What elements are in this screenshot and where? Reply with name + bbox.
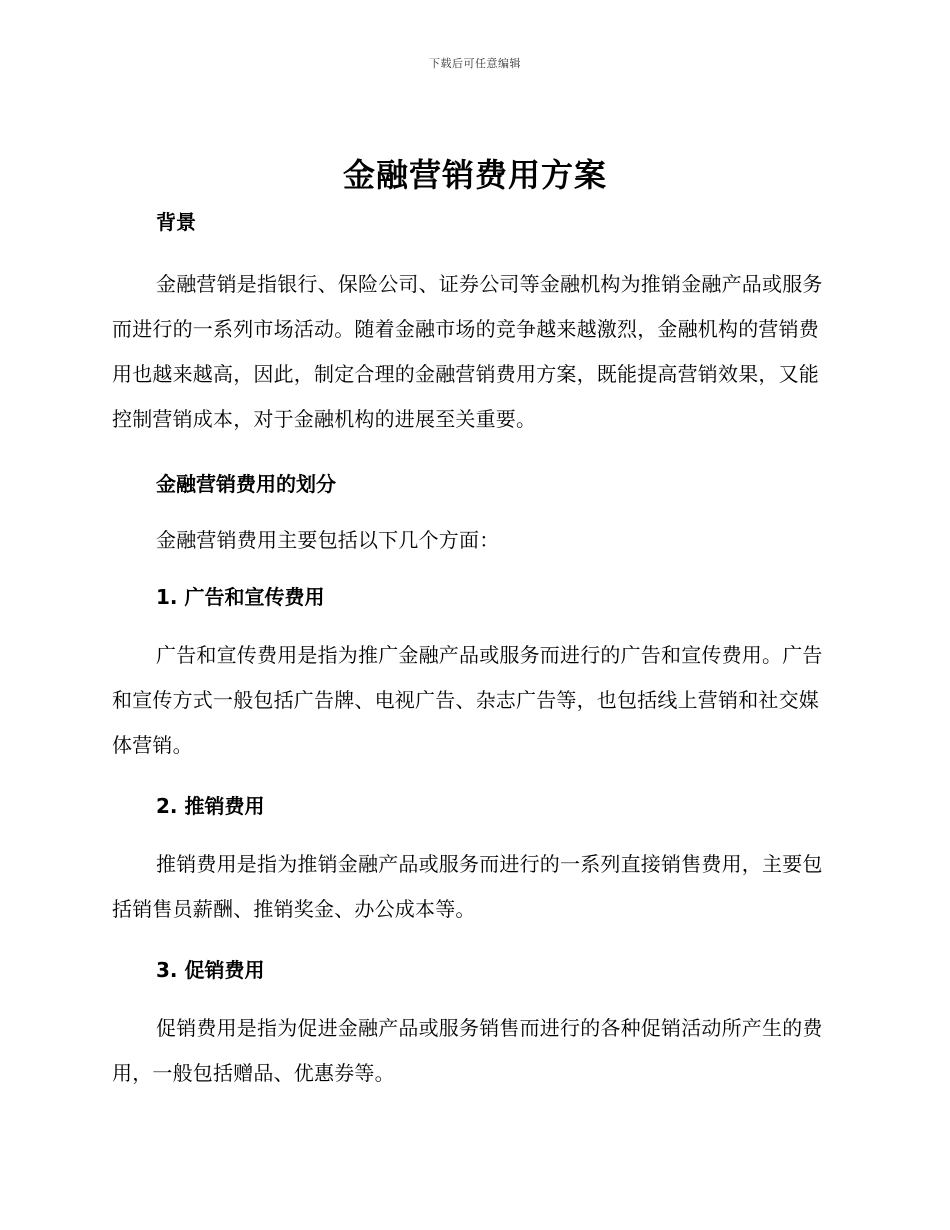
section-heading-promotion: 3. 促销费用 — [156, 958, 265, 982]
section-heading-division: 金融营销费用的划分 — [156, 472, 336, 496]
section-paragraph-division: 金融营销费用主要包括以下几个方面： — [156, 528, 500, 552]
section-heading-advertising: 1. 广告和宣传费用 — [156, 585, 325, 609]
section-heading-sales: 2. 推销费用 — [156, 794, 265, 818]
section-paragraph-promotion: 促销费用是指为促进金融产品或服务销售而进行的各种促销活动所产生的费用，一般包括赠品、优惠券等。 — [112, 1016, 823, 1085]
header-note: 下载后可任意编辑 — [429, 57, 521, 70]
section-paragraph-sales: 推销费用是指为推销金融产品或服务而进行的一系列直接销售费用，主要包括销售员薪酬、推销奖金、办公成本等。 — [112, 852, 823, 921]
document-body — [112, 200, 832, 1096]
section-heading-background: 背景 — [156, 210, 196, 234]
section-paragraph-background: 金融营销是指银行、保险公司、证券公司等金融机构为推销金融产品或服务而进行的一系列市场活动。随着金融市场的竞争越来越激烈，金融机构的营销费用也越来越高，因此，制定合理的金融营销费用方案，既能提高营销效果，又能控制营销成本，对于金融机构的进展至关重要。 — [112, 272, 823, 431]
section-paragraph-advertising: 广告和宣传费用是指为推广金融产品或服务而进行的广告和宣传费用。广告和宣传方式一般包括广告牌、电视广告、杂志广告等，也包括线上营销和社交媒体营销。 — [112, 643, 823, 757]
document-title: 金融营销费用方案 — [342, 156, 607, 194]
